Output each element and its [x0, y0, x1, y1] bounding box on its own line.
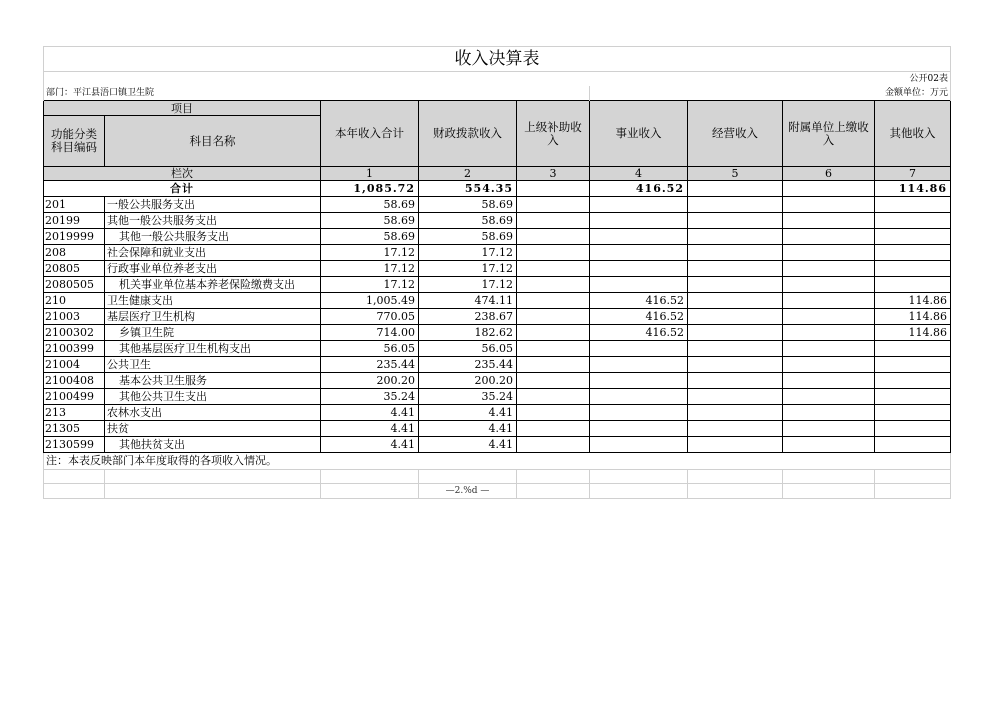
cell-value: 35.24 — [419, 389, 517, 405]
cell-value — [783, 373, 875, 389]
row-name: 行政事业单位养老支出 — [105, 261, 321, 277]
cell-value: 58.69 — [419, 229, 517, 245]
row-code: 208 — [44, 245, 105, 261]
cell-value — [590, 229, 688, 245]
table-row — [44, 293, 951, 309]
form-number-row — [44, 72, 951, 87]
cell-value — [783, 405, 875, 421]
total-label: 合计 — [44, 181, 321, 197]
income-settlement-sheet — [43, 46, 950, 499]
cell-value — [875, 341, 951, 357]
row-code: 2080505 — [44, 277, 105, 293]
cell-value: 114.86 — [875, 309, 951, 325]
header-other-income: 其他收入 — [875, 101, 951, 167]
cell-value — [875, 277, 951, 293]
column-number: 7 — [875, 167, 951, 181]
cell-value — [590, 357, 688, 373]
cell-value — [688, 277, 783, 293]
row-code: 2100499 — [44, 389, 105, 405]
cell-value — [590, 277, 688, 293]
cell-value — [783, 277, 875, 293]
cell-value — [783, 325, 875, 341]
table-row — [44, 261, 951, 277]
cell-value — [783, 357, 875, 373]
cell-value — [688, 293, 783, 309]
cell-value — [590, 213, 688, 229]
cell-value — [517, 389, 590, 405]
cell-value — [875, 245, 951, 261]
cell-value: 35.24 — [321, 389, 419, 405]
column-number-label: 栏次 — [44, 167, 321, 181]
cell-value — [688, 261, 783, 277]
cell-value: 4.41 — [419, 405, 517, 421]
row-name: 一般公共服务支出 — [105, 197, 321, 213]
cell-value — [783, 421, 875, 437]
row-code: 2130599 — [44, 437, 105, 453]
total-row — [44, 181, 951, 197]
cell-value — [783, 341, 875, 357]
cell-value — [875, 229, 951, 245]
header-row-1 — [44, 101, 951, 116]
table-row — [44, 325, 951, 341]
cell-value — [590, 405, 688, 421]
row-name: 社会保障和就业支出 — [105, 245, 321, 261]
cell-value — [517, 341, 590, 357]
row-code: 213 — [44, 405, 105, 421]
table-row — [44, 213, 951, 229]
total-value — [688, 181, 783, 197]
row-code: 20199 — [44, 213, 105, 229]
row-name: 公共卫生 — [105, 357, 321, 373]
column-number: 6 — [783, 167, 875, 181]
row-name: 扶贫 — [105, 421, 321, 437]
row-name: 基本公共卫生服务 — [105, 373, 321, 389]
cell-value — [875, 405, 951, 421]
table-row — [44, 405, 951, 421]
cell-value: 714.00 — [321, 325, 419, 341]
cell-value — [517, 325, 590, 341]
cell-value — [590, 197, 688, 213]
cell-value — [688, 229, 783, 245]
cell-value — [590, 261, 688, 277]
cell-value — [517, 245, 590, 261]
cell-value: 200.20 — [419, 373, 517, 389]
table-row — [44, 277, 951, 293]
cell-value — [517, 405, 590, 421]
unit-label: 金额单位：万元 — [590, 86, 951, 101]
total-value — [517, 181, 590, 197]
cell-value — [688, 405, 783, 421]
header-fiscal-income: 财政拨款收入 — [419, 101, 517, 167]
cell-value: 58.69 — [321, 213, 419, 229]
page-number: —2.%d — — [419, 484, 517, 499]
cell-value: 200.20 — [321, 373, 419, 389]
column-number: 1 — [321, 167, 419, 181]
cell-value: 238.67 — [419, 309, 517, 325]
cell-value — [783, 309, 875, 325]
cell-value — [783, 437, 875, 453]
cell-value — [688, 389, 783, 405]
row-code: 21305 — [44, 421, 105, 437]
cell-value — [517, 229, 590, 245]
cell-value — [517, 277, 590, 293]
cell-value — [688, 357, 783, 373]
cell-value — [875, 357, 951, 373]
cell-value — [875, 197, 951, 213]
header-item: 项目 — [44, 101, 321, 116]
total-value: 416.52 — [590, 181, 688, 197]
cell-value: 58.69 — [321, 197, 419, 213]
cell-value: 17.12 — [419, 245, 517, 261]
cell-value — [783, 245, 875, 261]
cell-value — [590, 389, 688, 405]
row-code: 2100408 — [44, 373, 105, 389]
cell-value: 416.52 — [590, 293, 688, 309]
row-code: 21004 — [44, 357, 105, 373]
cell-value: 4.41 — [419, 421, 517, 437]
cell-value — [590, 437, 688, 453]
row-code: 20805 — [44, 261, 105, 277]
cell-value: 17.12 — [321, 277, 419, 293]
row-code: 2100399 — [44, 341, 105, 357]
table-row — [44, 229, 951, 245]
total-value: 554.35 — [419, 181, 517, 197]
cell-value — [517, 197, 590, 213]
cell-value — [783, 293, 875, 309]
cell-value — [875, 437, 951, 453]
cell-value: 56.05 — [321, 341, 419, 357]
cell-value: 56.05 — [419, 341, 517, 357]
cell-value: 17.12 — [321, 261, 419, 277]
cell-value: 235.44 — [419, 357, 517, 373]
table-row — [44, 245, 951, 261]
row-name: 农林水支出 — [105, 405, 321, 421]
page-title: 收入决算表 — [44, 47, 951, 72]
cell-value: 58.69 — [321, 229, 419, 245]
row-code: 2100302 — [44, 325, 105, 341]
column-number: 5 — [688, 167, 783, 181]
cell-value — [517, 437, 590, 453]
column-number: 4 — [590, 167, 688, 181]
row-name: 其他一般公共服务支出 — [105, 213, 321, 229]
cell-value — [688, 197, 783, 213]
cell-value — [517, 357, 590, 373]
cell-value — [783, 197, 875, 213]
cell-value: 1,005.49 — [321, 293, 419, 309]
cell-value — [688, 421, 783, 437]
header-total-income: 本年收入合计 — [321, 101, 419, 167]
cell-value — [688, 245, 783, 261]
cell-value: 17.12 — [419, 277, 517, 293]
cell-value: 182.62 — [419, 325, 517, 341]
cell-value — [875, 421, 951, 437]
cell-value: 114.86 — [875, 325, 951, 341]
total-value: 1,085.72 — [321, 181, 419, 197]
cell-value — [783, 229, 875, 245]
header-affiliated-income: 附属单位上缴收入 — [783, 101, 875, 167]
cell-value — [783, 389, 875, 405]
cell-value: 4.41 — [321, 437, 419, 453]
cell-value — [688, 213, 783, 229]
cell-value — [517, 421, 590, 437]
row-name: 其他公共卫生支出 — [105, 389, 321, 405]
cell-value — [688, 325, 783, 341]
cell-value: 4.41 — [419, 437, 517, 453]
row-code: 201 — [44, 197, 105, 213]
title-row — [44, 47, 951, 72]
cell-value: 58.69 — [419, 197, 517, 213]
form-number: 公开02表 — [44, 72, 951, 87]
cell-value — [688, 373, 783, 389]
table-row — [44, 197, 951, 213]
cell-value — [590, 245, 688, 261]
cell-value: 770.05 — [321, 309, 419, 325]
cell-value — [875, 261, 951, 277]
row-name: 基层医疗卫生机构 — [105, 309, 321, 325]
header-business-income: 事业收入 — [590, 101, 688, 167]
cell-value: 474.11 — [419, 293, 517, 309]
cell-value — [875, 389, 951, 405]
cell-value — [875, 373, 951, 389]
column-number: 3 — [517, 167, 590, 181]
table-row — [44, 421, 951, 437]
cell-value: 4.41 — [321, 405, 419, 421]
cell-value — [517, 373, 590, 389]
cell-value — [517, 309, 590, 325]
cell-value — [783, 213, 875, 229]
table-row — [44, 373, 951, 389]
cell-value — [875, 213, 951, 229]
cell-value — [688, 437, 783, 453]
row-name: 卫生健康支出 — [105, 293, 321, 309]
row-code: 21003 — [44, 309, 105, 325]
cell-value: 4.41 — [321, 421, 419, 437]
note-row — [44, 453, 951, 470]
row-name: 其他一般公共服务支出 — [105, 229, 321, 245]
table-row — [44, 437, 951, 453]
row-name: 机关事业单位基本养老保险缴费支出 — [105, 277, 321, 293]
cell-value — [517, 293, 590, 309]
cell-value — [590, 373, 688, 389]
cell-value: 416.52 — [590, 309, 688, 325]
cell-value: 114.86 — [875, 293, 951, 309]
table-row — [44, 389, 951, 405]
table-row — [44, 309, 951, 325]
column-number-row — [44, 167, 951, 181]
table-row — [44, 357, 951, 373]
header-name: 科目名称 — [105, 116, 321, 167]
row-code: 2019999 — [44, 229, 105, 245]
department-row — [44, 86, 951, 101]
cell-value — [688, 341, 783, 357]
cell-value: 17.12 — [419, 261, 517, 277]
blank-row — [44, 470, 951, 484]
row-name: 其他扶贫支出 — [105, 437, 321, 453]
total-value: 114.86 — [875, 181, 951, 197]
cell-value — [517, 213, 590, 229]
page-number-row — [44, 484, 951, 499]
header-code: 功能分类科目编码 — [44, 116, 105, 167]
cell-value — [783, 261, 875, 277]
income-table — [43, 46, 951, 499]
cell-value: 58.69 — [419, 213, 517, 229]
header-superior-subsidy: 上级补助收入 — [517, 101, 590, 167]
table-row — [44, 341, 951, 357]
table-note: 注：本表反映部门本年度取得的各项收入情况。 — [44, 453, 951, 470]
column-number: 2 — [419, 167, 517, 181]
department-label: 部门：平江县浯口镇卫生院 — [44, 86, 590, 101]
cell-value — [517, 261, 590, 277]
cell-value: 235.44 — [321, 357, 419, 373]
header-operating-income: 经营收入 — [688, 101, 783, 167]
cell-value — [688, 309, 783, 325]
cell-value — [590, 341, 688, 357]
row-code: 210 — [44, 293, 105, 309]
cell-value: 416.52 — [590, 325, 688, 341]
cell-value: 17.12 — [321, 245, 419, 261]
total-value — [783, 181, 875, 197]
cell-value — [590, 421, 688, 437]
row-name: 其他基层医疗卫生机构支出 — [105, 341, 321, 357]
row-name: 乡镇卫生院 — [105, 325, 321, 341]
